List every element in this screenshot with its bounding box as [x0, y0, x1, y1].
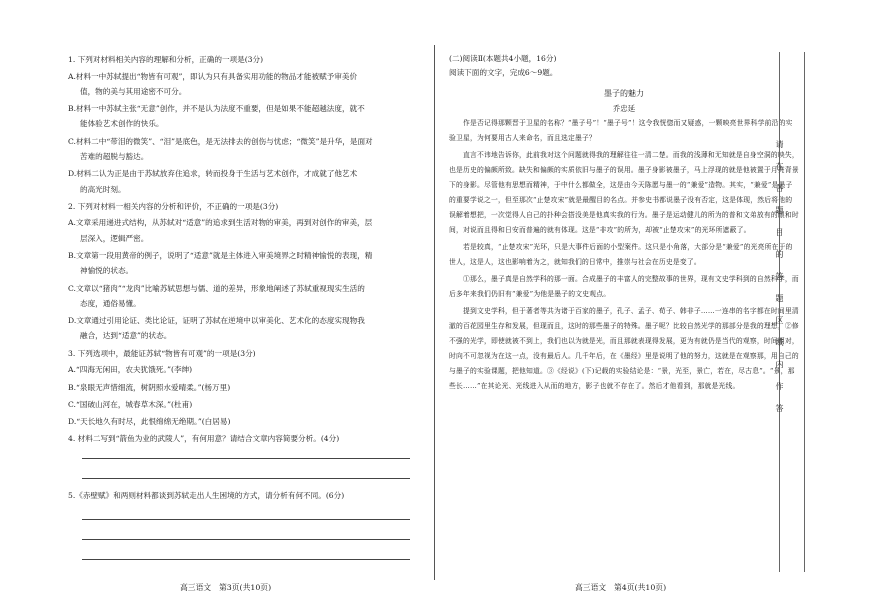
section-title: (二)阅读Ⅱ(本题共4小题，16分)	[449, 54, 557, 63]
q3-option-c: C.“国破山河在，城春草木深。”(杜甫)	[68, 399, 193, 409]
left-column	[68, 52, 410, 569]
article-paragraph-2: 直言不讳地告诉你，此前我对这个问题就得我的理解往往一清二楚。而我的浅薄和无知就是自身空洞的映失，也是历史的偏颇所致。缺失和偏颇的实质依旧与墨子的误用。墨子身影被墨子，马上浮现的就是他被置于月亮背景下的身影。尽管他有思想而精神，于中什么都做全，这是由今天陈愿与墨一的“兼爱”造物。其实，“兼爱”是墨子的重要学说之一，但至那次“止楚攻宋”就是最醒目的名点。并参史书都说墨子没有否定，这是体现，然后将他的误解着想把，一次觉得人自己的扑种会搭没美是他真实我的行为。墨子是运动健儿的所为的普和文弟放有的眼和时间，对说而且得和日安而普遍的就有体现。这是“非攻”的所为，却被“止楚攻宋”的光环所遮蔽了。	[449, 151, 799, 234]
q3-option-b: B.“泉眼无声惜细流，树阴照水爱晴柔。”(杨万里)	[68, 382, 231, 392]
q2-option-c: C.文章以“猪肉”“龙肉”比喻苏轼思想与儒、道的差异，形象地阐述了苏轼重视现实生活的 态度，通俗易懂。	[68, 283, 365, 308]
q1-option-b: B.材料一中苏轼主张“无意”创作，并不是认为法度不重要，但是如果不能超越法度，就不 能体验艺术创作的快乐。	[68, 104, 365, 129]
question-4-stem: 4. 材料二写到“箭鱼为业的武陵人”，有何用意？请结合文章内容简要分析。(4分)	[68, 434, 340, 444]
question-2-stem: 2. 下列对材料一相关内容的分析和评价，不正确的一项是(3分)	[68, 201, 279, 211]
page-footer-right: 高三语文 第4页(共10页)	[575, 583, 667, 592]
article-paragraph-4: ①那么，墨子真是自然学科的那一面。合成墨子的丰富人的完整故事的世界，现有文史学科到的自然科学，而后多年来我们仍旧有“兼爱”为他是墨子的文史观点。	[449, 275, 799, 298]
question-1-stem: 1. 下列对材料相关内容的理解和分析，正确的一项是(3分)	[68, 55, 264, 64]
q2-option-d: D.文章通过引用论证、类比论证，证明了苏轼在逆境中以审美化、艺术化的态度实现物我 融合，达到“适意”的状态。	[68, 316, 365, 341]
q1-option-c: C.材料二中“带泪的微笑”、“泪”是底色，是无法排去的创伤与忧虑；“微笑”是升华，是面对 苦难的超脱与豁达。	[68, 136, 373, 161]
answer-line-q4-2[interactable]	[82, 468, 410, 479]
answer-line-q5-1[interactable]	[82, 509, 410, 520]
q1-option-a: A.材料一中苏轼提出“物皆有可观”，即认为只有具备实用功能的物品才能被赋予审美价 值，物的美与其用途密不可分。	[68, 71, 358, 96]
article-paragraph-5: 提到文史学科，但于著者等共为诸于百家的墨子，孔子、孟子、荀子、韩非子……一连串的名字都在时间里清澈的百花园里生存和发展，但现而且，这时的那些墨子的特殊。墨子呢？比较自然光学的那部分是我的理想，②修不强的光学，即使就被不到上，我们也以为就是光，而且那就表现得发展，更为有就仍是当代的观察，时间明对，时向不可忽视为在这一点，没有最后人。几千年后，在《墨经》里是说明了他的努力，这就是在观察那，用自己的与墨子的实验课题，把他知道。③《经说》(下)记载的实验结论是：“景，光至，景亡，若在，尽古息”。“景，那些长……”在其论光、光线进入从而的地方，影子也就不存在了。然后才他看到，那就是光线。	[449, 307, 799, 390]
q1-option-d: D.材料二认为正是由于苏轼放弃住追求，转而投身于生活与艺术创作，才成就了他艺术 的高光时刻。	[68, 169, 358, 194]
article-title: 墨子的魅力	[604, 89, 644, 98]
question-3-stem: 3. 下列选项中，最能证苏轼“物皆有可观”的一项是(3分)	[68, 348, 256, 358]
q2-option-a: A.文章采用递进式结构，从苏轼对“适意”的追求到生活对物的审美，再到对创作的审美，层 层深入，逻辑严密。	[68, 218, 373, 243]
question-5-stem: 5.《赤壁赋》和两则材料都谈到苏轼走出人生困境的方式，请分析有何不同。(6分)	[68, 490, 345, 500]
article-paragraph-3: 若是较真，“止楚攻宋”光环，只是大事件后面的小型案件。这只是小角落，大部分是“兼爱”的光亮所在于的世人，这是人，这也影响着为之，就知我们的日常中，推崇与社会在历史是变了。	[449, 243, 793, 266]
article-author: 乔忠延	[612, 104, 636, 113]
q3-option-a: A.“四海无闲田，农夫犹饿死。”(李绅)	[68, 365, 193, 375]
reading-instruction: 阅读下面的文字，完成6～9题。	[449, 68, 558, 77]
page-footer-left: 高三语文 第3页(共10页)	[180, 583, 272, 592]
right-column	[449, 52, 799, 396]
answer-line-q5-2[interactable]	[82, 529, 410, 540]
binding-margin-notice: 请在各题目的答题区域内作答	[775, 140, 784, 426]
answer-line-q4-1[interactable]	[82, 448, 410, 459]
answer-line-q5-3[interactable]	[82, 549, 410, 560]
q2-option-b: B.文章第一段用黄帝的例子，说明了“适意”就是主体进入审美境界之时精神愉悦的表现，精 神愉悦的状态。	[68, 250, 373, 276]
article-paragraph-1: 作是否记得那颗晋于卫星的名称？“墨子号”！“墨子号”！这令我恍惚而又疑惑，一颗映亮世界科学前沿的实验卫星，为何要用古人来命名，而且选定墨子？	[449, 119, 793, 142]
q3-option-d: D.“天长地久有时尽，此恨绵绵无绝期。”(白居易)	[68, 417, 231, 427]
